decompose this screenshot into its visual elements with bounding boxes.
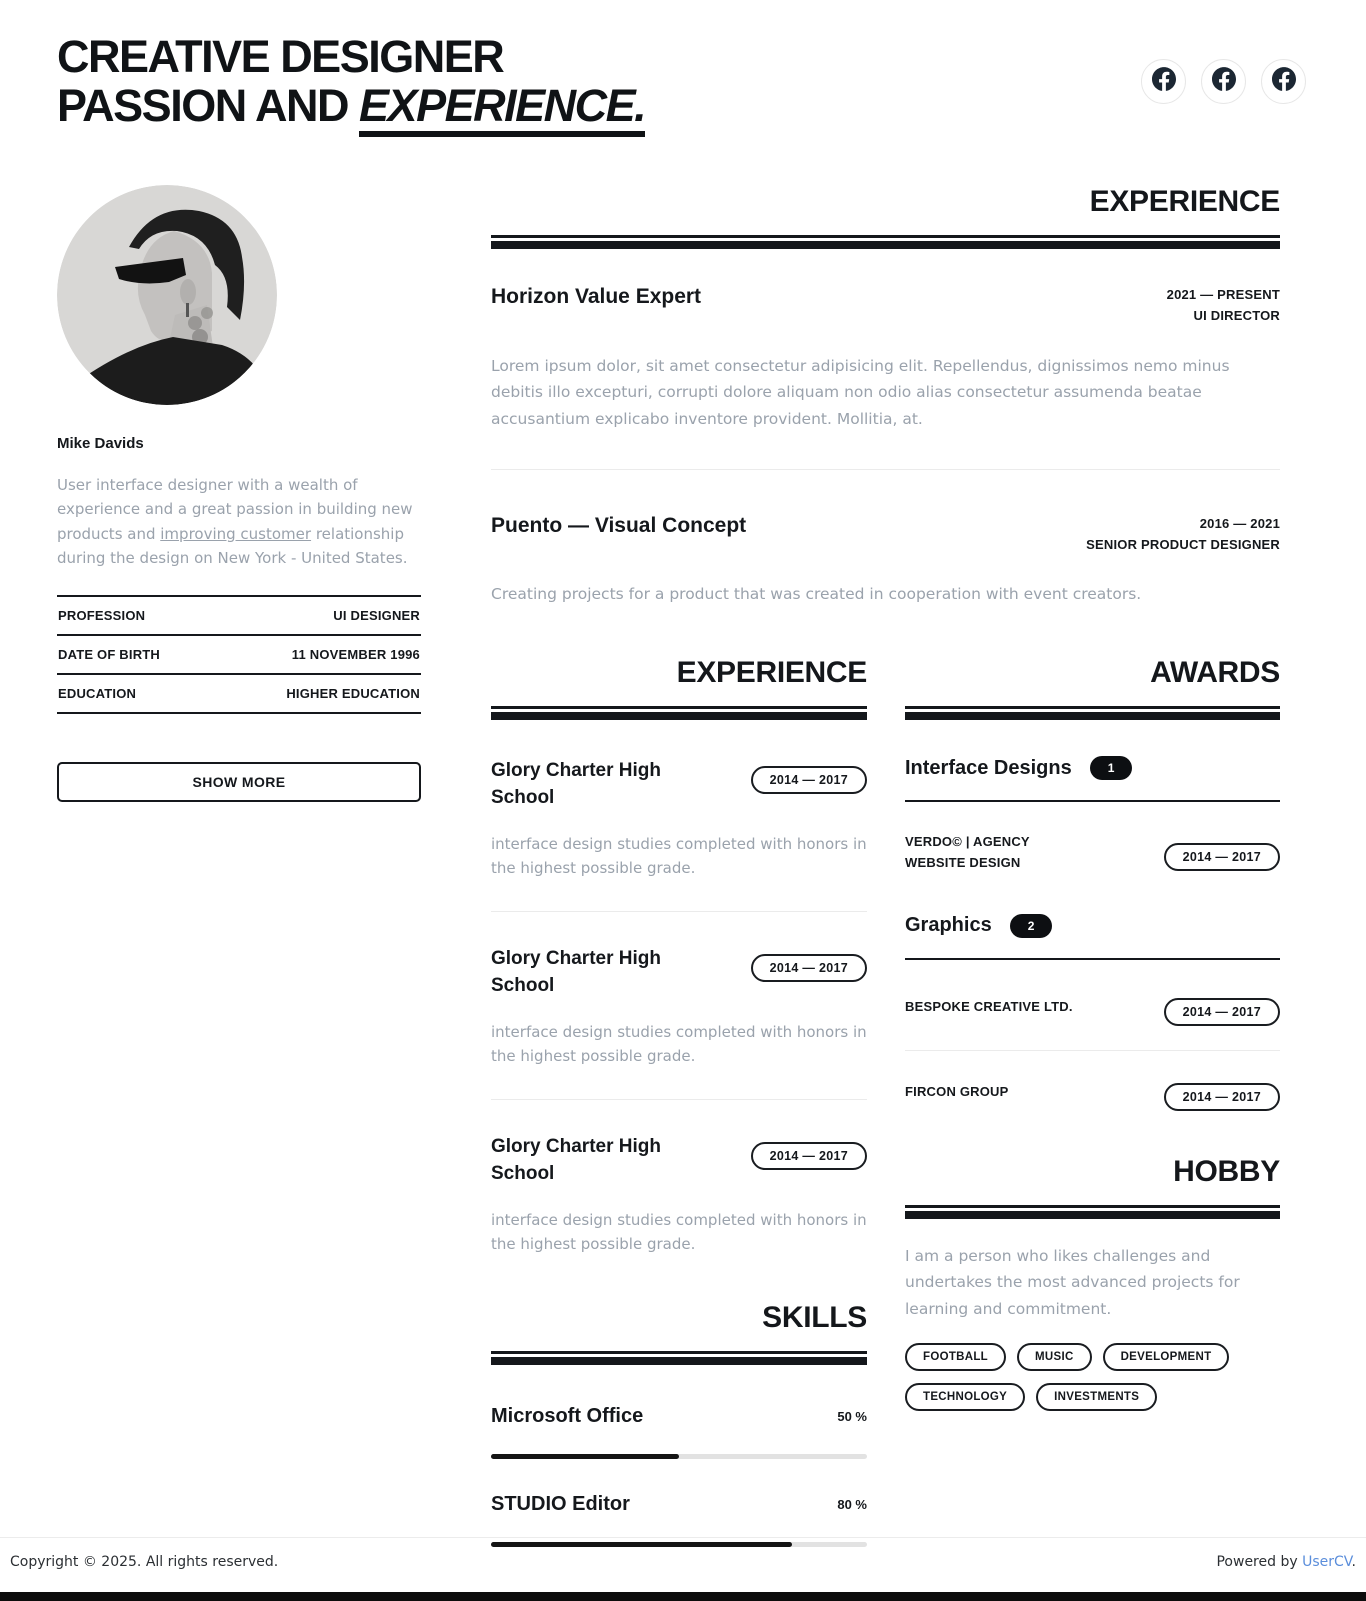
skill-progressbar <box>491 1454 867 1459</box>
detail-label: DATE OF BIRTH <box>58 647 161 663</box>
education-description: interface design studies completed with honors in the highest possible grade. <box>491 1022 867 1066</box>
award-name-line: VERDO© | AGENCY <box>905 834 1030 849</box>
education-entry <box>491 1134 867 1257</box>
detail-row-education <box>57 673 421 714</box>
job-entry <box>491 514 1280 556</box>
skills-heading: SKILLS <box>762 1301 867 1335</box>
award-group-title: Interface Designs <box>905 756 1072 779</box>
award-name-line: WEBSITE DESIGN <box>905 854 1021 870</box>
copyright-text: Copyright © 2025. All rights reserved. <box>10 1554 279 1570</box>
bottom-bar <box>0 1592 1366 1601</box>
skill-row <box>491 1405 867 1428</box>
facebook-icon <box>1272 67 1296 96</box>
award-name <box>905 832 1030 874</box>
page-header <box>0 0 1366 137</box>
education-skills-column <box>491 656 867 1547</box>
job-meta <box>1086 514 1280 556</box>
powered-prefix: Powered by <box>1216 1554 1303 1570</box>
period-badge: 2014 — 2017 <box>1164 843 1280 871</box>
education-title: Glory Charter High School <box>491 947 661 996</box>
powered-suffix: . <box>1351 1554 1356 1570</box>
divider <box>905 958 1280 960</box>
profile-photo <box>57 185 277 405</box>
page-title <box>57 33 645 137</box>
job-period: 2021 — PRESENT <box>1166 287 1280 303</box>
period-badge: 2014 — 2017 <box>1164 998 1280 1026</box>
award-name: FIRCON GROUP <box>905 1084 1009 1100</box>
profile-details-table <box>57 595 421 714</box>
detail-row-profession <box>57 595 421 634</box>
award-group-header <box>905 914 1280 938</box>
hobby-tags <box>905 1343 1280 1411</box>
skill-percent: 80 % <box>837 1497 867 1513</box>
hobby-tag: INVESTMENTS <box>1036 1383 1157 1411</box>
section-divider <box>491 235 1280 249</box>
awards-heading: AWARDS <box>1150 656 1280 689</box>
period-badge: 2014 — 2017 <box>1164 1083 1280 1111</box>
profile-bio <box>57 473 421 570</box>
hobby-heading: HOBBY <box>1173 1154 1280 1188</box>
page-title-line2-prefix: PASSION AND <box>57 79 360 131</box>
job-description: Creating projects for a product that was created in cooperation with event creators. <box>491 585 1142 604</box>
education-description: interface design studies completed with honors in the highest possible grade. <box>491 1210 867 1253</box>
job-role: UI DIRECTOR <box>1193 307 1280 323</box>
section-divider <box>491 1351 867 1365</box>
period-badge: 2014 — 2017 <box>751 1142 867 1170</box>
hobby-description: I am a person who likes challenges and undertakes the most advanced projects for learning and commitment. <box>905 1246 1240 1318</box>
bio-text: relationship during the design on New York - United States. <box>57 524 408 568</box>
main-content <box>0 185 1366 1547</box>
bio-link[interactable]: improving customer <box>160 524 312 543</box>
award-group-header <box>905 756 1280 780</box>
facebook-link-2[interactable] <box>1201 59 1246 104</box>
job-title: Puento — Visual Concept <box>491 513 747 537</box>
education-heading: EXPERIENCE <box>676 656 867 689</box>
job-title: Horizon Value Expert <box>491 285 702 309</box>
job-period: 2016 — 2021 <box>1199 515 1280 531</box>
facebook-link-1[interactable] <box>1141 59 1186 104</box>
award-entry <box>905 832 1280 874</box>
award-count-badge: 1 <box>1090 756 1133 780</box>
section-divider <box>905 706 1280 720</box>
education-entry <box>491 946 867 1069</box>
hobby-tag: FOOTBALL <box>905 1343 1006 1371</box>
detail-value: 11 NOVEMBER 1996 <box>291 647 420 663</box>
detail-label: PROFESSION <box>58 608 146 624</box>
divider <box>491 911 867 912</box>
education-description: interface design studies completed with honors in the highest possible grade. <box>491 834 867 878</box>
bio-text: User interface designer with a wealth of experience and a great passion in building new products and <box>57 476 413 543</box>
job-role: SENIOR PRODUCT DESIGNER <box>1086 536 1280 552</box>
detail-value: UI DESIGNER <box>333 608 420 624</box>
profile-name: Mike Davids <box>57 435 144 453</box>
job-description: Lorem ipsum dolor, sit amet consectetur adipisicing elit. Repellendus, dignissimos nemo minus debitis illo excepturi, corrupti dolore aliquam non odio alias consectetur assumenda beatae accusantium explicabo inventore provident. Mollitia, at. <box>491 356 1230 429</box>
profile-sidebar <box>57 185 421 1547</box>
divider <box>491 1099 867 1100</box>
education-title: Glory Charter High School <box>491 1135 661 1184</box>
hobby-tag: DEVELOPMENT <box>1103 1343 1230 1371</box>
award-entry <box>905 1075 1280 1111</box>
divider <box>905 1050 1280 1051</box>
detail-label: EDUCATION <box>58 686 137 702</box>
hobby-tag: MUSIC <box>1017 1343 1092 1371</box>
facebook-icon <box>1152 67 1176 96</box>
facebook-icon <box>1212 67 1236 96</box>
usercv-link[interactable]: UserCV <box>1302 1554 1352 1570</box>
detail-row-birth <box>57 634 421 673</box>
period-badge: 2014 — 2017 <box>751 954 867 982</box>
section-divider <box>905 1205 1280 1219</box>
page-title-line1: CREATIVE DESIGNER <box>57 31 504 82</box>
job-entry <box>491 285 1280 327</box>
award-group-title: Graphics <box>905 914 992 937</box>
period-badge: 2014 — 2017 <box>751 766 867 794</box>
social-links <box>1141 59 1306 104</box>
divider <box>491 469 1280 470</box>
detail-value: HIGHER EDUCATION <box>286 686 420 702</box>
skill-name: STUDIO Editor <box>491 1493 630 1516</box>
education-entry <box>491 758 867 881</box>
award-count-badge: 2 <box>1010 914 1053 938</box>
divider <box>905 800 1280 802</box>
skill-percent: 50 % <box>837 1409 867 1425</box>
job-meta <box>1167 285 1280 327</box>
skill-row <box>491 1493 867 1516</box>
hobby-tag: TECHNOLOGY <box>905 1383 1025 1411</box>
resume-body <box>491 185 1280 1547</box>
page-footer <box>0 1537 1366 1601</box>
skill-name: Microsoft Office <box>491 1405 644 1428</box>
facebook-link-3[interactable] <box>1261 59 1306 104</box>
award-name: BESPOKE CREATIVE LTD. <box>905 999 1073 1015</box>
skill-progress-fill <box>491 1454 679 1459</box>
sub-columns <box>491 656 1280 1547</box>
awards-hobby-column <box>905 656 1280 1547</box>
section-divider <box>491 706 867 720</box>
show-more-button[interactable]: SHOW MORE <box>57 762 421 802</box>
award-entry <box>905 990 1280 1026</box>
experience-heading: EXPERIENCE <box>1089 185 1280 219</box>
page-title-emphasis: EXPERIENCE. <box>359 82 645 138</box>
education-title: Glory Charter High School <box>491 760 661 808</box>
powered-by <box>1216 1554 1356 1570</box>
